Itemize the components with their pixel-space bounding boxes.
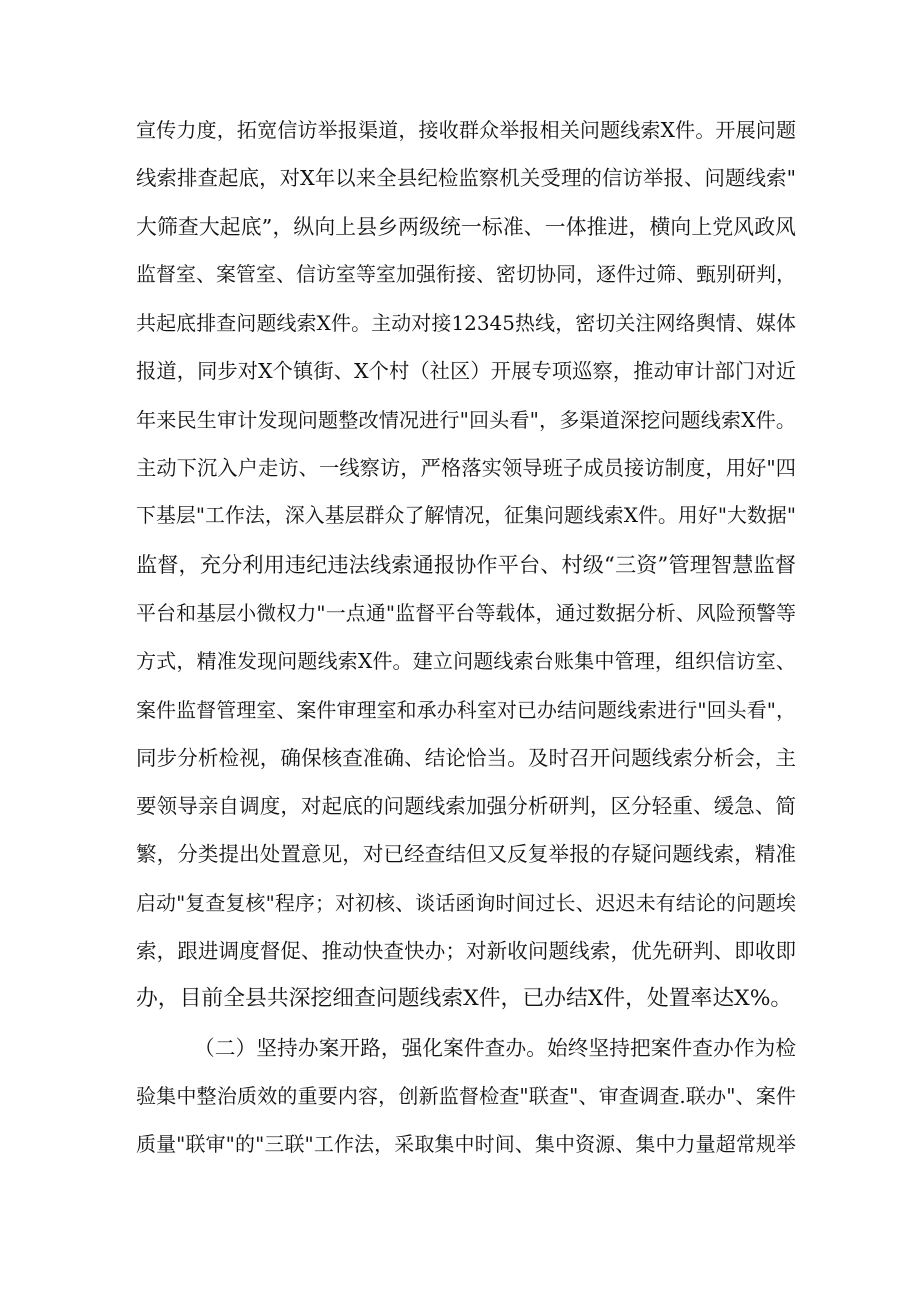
text-line: 繁，分类提出处置意见，对已经查结但又反复举报的存疑问题线索，精准: [136, 842, 796, 867]
text-line: 办，目前全县共深挖细查问题线索X件，已办结X件，处置率达X%。: [136, 986, 793, 1012]
text-line: 要领导亲自调度，对起底的问题线索加强分析研判，区分轻重、缓急、简: [136, 794, 796, 819]
text-line: 年来民生审计发现问题整改情况进行"回头看"，多渠道深挖问题线索X件。: [136, 407, 796, 432]
text-line: 同步分析检视，确保核查准确、结论恰当。及时召开问题线索分析会，主: [136, 745, 796, 770]
text-line: 案件监督管理室、案件审理室和承办科室对已办结问题线索进行"回头看"，: [136, 697, 796, 722]
text-line: 报道，同步对X个镇街、X个村（社区）开展专项巡察，推动审计部门对近: [136, 359, 796, 384]
paragraph-2: [136, 1034, 796, 1179]
paragraph-heading-line: （二）坚持办案开路，强化案件查办。始终坚持把案件查办作为检: [194, 1035, 796, 1060]
text-line: 方式，精准发现问题线索X件。建立问题线索台账集中管理，组织信访室、: [136, 649, 796, 674]
document-body: [136, 116, 796, 1179]
text-line: 监督室、案管室、信访室等室加强衔接、密切协同，逐件过筛、甄别研判，: [136, 262, 796, 286]
text-line: 索，跟进调度督促、推动快查快办；对新收问题线索，优先研判、即收即: [136, 939, 796, 964]
text-line: 质量"联审"的"三联"工作法，采取集中时间、集中资源、集中力量超常规举: [136, 1132, 796, 1157]
text-line: 宣传力度，拓宽信访举报渠道，接收群众举报相关问题线索X件。开展问题: [136, 118, 796, 142]
text-line: 共起底排查问题线索X件。主动对接12345热线，密切关注网络舆情、媒体: [136, 311, 796, 336]
text-line: 平台和基层小微权力"一点通"监督平台等载体，通过数据分析、风险预警等: [136, 600, 796, 625]
text-line: 大筛查大起底”，纵向上县乡两级统一标准、一体推进，横向上党风政风: [136, 214, 796, 239]
text-line: 线索排查起底，对X年以来全县纪检监察机关受理的信访举报、问题线索": [136, 166, 796, 191]
text-line: 启动"复查复核"程序；对初核、谈话函询时间过长、迟迟未有结论的问题埃: [136, 890, 796, 915]
text-line: 主动下沉入户走访、一线察访，严格落实领导班子成员接访制度，用好"四: [136, 456, 796, 481]
text-line: 下基层"工作法，深入基层群众了解情况，征集问题线索X件。用好"大数据": [136, 504, 796, 528]
text-line: 验集中整治质效的重要内容，创新监督检查"联查"、审查调查.联办"、案件: [136, 1083, 796, 1108]
text-line: 监督，充分利用违纪违法线索通报协作平台、村级“三资”管理智慧监督: [136, 551, 796, 577]
paragraph-1: [136, 116, 796, 1034]
